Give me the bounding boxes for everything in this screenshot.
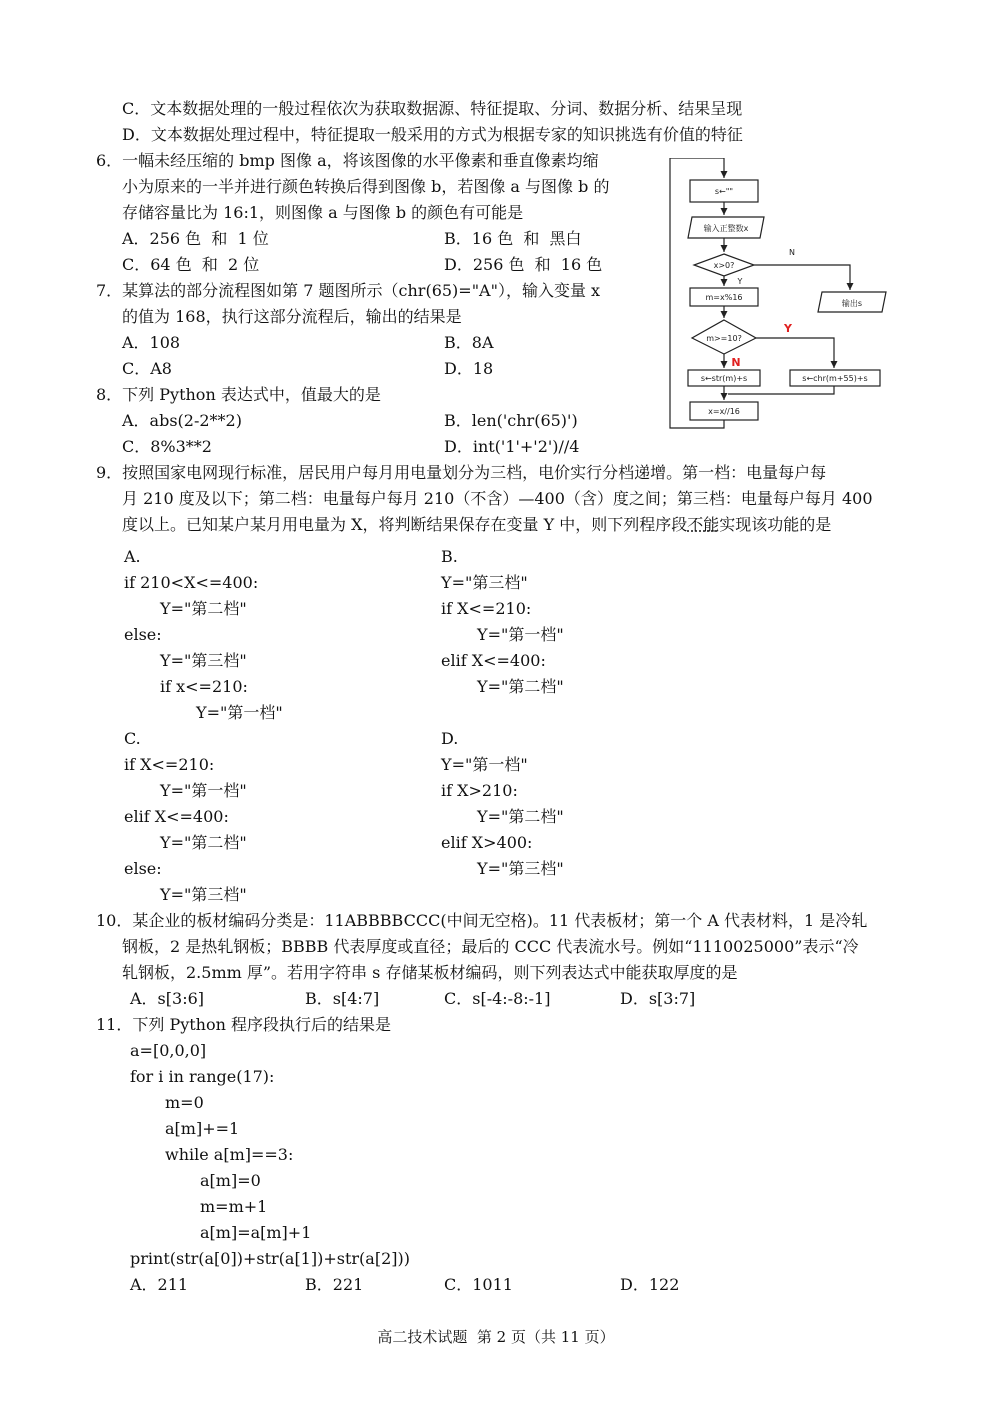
q9-c-code: Y="第一档" xyxy=(160,781,247,800)
q9-a-code: if 210<X<=400: xyxy=(124,573,259,592)
q9-b-label: B. xyxy=(441,547,458,566)
q6-option-b: B．16 色 和 黑白 xyxy=(444,229,582,248)
q7-stem-line2: 的值为 168，执行这部分流程后，输出的结果是 xyxy=(122,307,462,326)
q7-stem-line1: 7．某算法的部分流程图如第 7 题图所示（chr(65)="A"），输入变量 x xyxy=(96,281,601,300)
q9-d-code: Y="第二档" xyxy=(477,807,564,826)
q5-option-d: D．文本数据处理过程中，特征提取一般采用的方式为根据专家的知识挑选有价值的特征 xyxy=(122,125,743,144)
q9-stem-part2: 实现该功能的是 xyxy=(719,515,832,534)
flow-label-n: N xyxy=(789,248,795,257)
flow-input-text: 输入正整数x xyxy=(703,224,749,233)
q10-option-d: D．s[3:7] xyxy=(620,989,696,1008)
q9-b-code: Y="第三档" xyxy=(441,573,528,592)
flow-str-text: s←str(m)+s xyxy=(700,374,748,383)
q7-flowchart xyxy=(668,158,892,434)
q9-c-code: elif X<=400: xyxy=(124,807,229,826)
q5-option-c: C．文本数据处理的一般过程依次为获取数据源、特征提取、分词、数据分析、结果呈现 xyxy=(122,99,743,118)
page-footer: 高二技术试题 第 2 页（共 11 页） xyxy=(377,1328,615,1346)
q11-option-a: A．211 xyxy=(130,1275,189,1294)
q11-code-line: print(str(a[0])+str(a[1])+str(a[2])) xyxy=(130,1249,410,1268)
q11-stem: 11．下列 Python 程序段执行后的结果是 xyxy=(96,1015,392,1034)
flow-label-y: Y xyxy=(737,277,743,286)
q8-option-c: C．8%3**2 xyxy=(122,437,212,456)
flow-chr-text: s←chr(m+55)+s xyxy=(802,374,868,383)
q8-option-d: D．int('1'+'2')//4 xyxy=(444,437,580,456)
q6-stem-line1: 6．一幅未经压缩的 bmp 图像 a，将该图像的水平像素和垂直像素均缩 xyxy=(96,151,599,170)
q9-c-code: Y="第三档" xyxy=(160,885,247,904)
q11-option-d: D．122 xyxy=(620,1275,680,1294)
q6-stem-line2: 小为原来的一半并进行颜色转换后得到图像 b，若图像 a 与图像 b 的 xyxy=(122,177,610,196)
q11-code-line: a[m]=a[m]+1 xyxy=(200,1223,312,1242)
q11-option-b: B．221 xyxy=(305,1275,364,1294)
flow-cond2-text: m>=10? xyxy=(706,334,742,343)
q9-a-code: if x<=210: xyxy=(160,677,248,696)
q10-option-c: C．s[-4:-8:-1] xyxy=(444,989,551,1008)
q11-code-line: while a[m]==3: xyxy=(165,1145,294,1164)
q9-c-label: C. xyxy=(124,729,141,748)
q9-b-code: elif X<=400: xyxy=(441,651,546,670)
q10-stem-line1: 10．某企业的板材编码分类是：11ABBBBCCC(中间无空格)。11 代表板材；第一个 A 代表材料，1 是冷轧 xyxy=(96,911,868,930)
q9-stem-line2: 月 210 度及以下；第二档：电量每户每月 210（不含）—400（含）度之间；第三档：电量每户每月 400 xyxy=(122,489,873,508)
q7-option-b: B．8A xyxy=(444,333,494,352)
q11-code-line: m=0 xyxy=(165,1093,204,1112)
q8-option-a: A．abs(2-2**2) xyxy=(122,411,242,430)
flow-output-text: 输出s xyxy=(841,299,863,308)
q9-b-code: Y="第一档" xyxy=(477,625,564,644)
flow-init-text: s←"" xyxy=(714,187,734,196)
q9-c-code: Y="第二档" xyxy=(160,833,247,852)
q6-option-c: C．64 色 和 2 位 xyxy=(122,255,260,274)
q10-stem-line3: 轧钢板，2.5mm 厚”。若用字符串 s 存储某板材编码，则下列表达式中能获取厚度的是 xyxy=(122,963,738,982)
flow-label-n-red: N xyxy=(731,356,741,369)
q9-stem-line3 xyxy=(122,515,831,535)
q9-a-code: else: xyxy=(124,625,162,644)
q9-d-code: Y="第一档" xyxy=(441,755,528,774)
flow-div-text: x=x//16 xyxy=(708,407,740,416)
q9-d-code: if X>210: xyxy=(441,781,518,800)
flow-mod-text: m=x%16 xyxy=(705,293,743,302)
q9-d-code: Y="第三档" xyxy=(477,859,564,878)
flow-label-y-red: Y xyxy=(784,322,792,335)
q9-b-code: if X<=210: xyxy=(441,599,532,618)
q11-option-c: C．1011 xyxy=(444,1275,513,1294)
q9-a-code: Y="第二档" xyxy=(160,599,247,618)
q6-option-a: A．256 色 和 1 位 xyxy=(122,229,269,248)
q6-stem-line3: 存储容量比为 16:1，则图像 a 与图像 b 的颜色有可能是 xyxy=(122,203,524,222)
q8-stem: 8．下列 Python 表达式中，值最大的是 xyxy=(96,385,381,404)
q9-stem-part1: 度以上。已知某户某月用电量为 X，将判断结果保存在变量 Y 中，则下列程序段 xyxy=(122,515,688,534)
q7-option-d: D．18 xyxy=(444,359,494,378)
q11-code-line: a=[0,0,0] xyxy=(130,1041,207,1060)
q11-code-line: for i in range(17): xyxy=(130,1067,275,1086)
q6-option-d: D．256 色 和 16 色 xyxy=(444,255,603,274)
q11-code-line: a[m]+=1 xyxy=(165,1119,240,1138)
q10-option-a: A．s[3:6] xyxy=(130,989,205,1008)
q10-option-b: B．s[4:7] xyxy=(305,989,380,1008)
q9-emphasis-not: 不能 xyxy=(687,515,720,534)
flow-cond1-text: x>0? xyxy=(713,261,735,270)
q11-code-line: a[m]=0 xyxy=(200,1171,261,1190)
q8-option-b: B．len('chr(65)') xyxy=(444,411,578,430)
q9-stem-line1: 9．按照国家电网现行标准，居民用户每月用电量划分为三档，电价实行分档递增。第一档：电量每户每 xyxy=(96,463,827,482)
q9-a-code: Y="第三档" xyxy=(160,651,247,670)
q11-code-line: m=m+1 xyxy=(200,1197,268,1216)
q7-option-a: A．108 xyxy=(122,333,181,352)
q10-stem-line2: 钢板，2 是热轧钢板；BBBB 代表厚度或直径；最后的 CCC 代表流水号。例如“1110025000”表示“冷 xyxy=(122,937,859,956)
q9-a-label: A. xyxy=(124,547,141,566)
q9-b-code: Y="第二档" xyxy=(477,677,564,696)
q9-d-code: elif X>400: xyxy=(441,833,533,852)
q9-a-code: Y="第一档" xyxy=(196,703,283,722)
q9-c-code: if X<=210: xyxy=(124,755,215,774)
q9-d-label: D. xyxy=(441,729,459,748)
q9-c-code: else: xyxy=(124,859,162,878)
q7-option-c: C．A8 xyxy=(122,359,172,378)
